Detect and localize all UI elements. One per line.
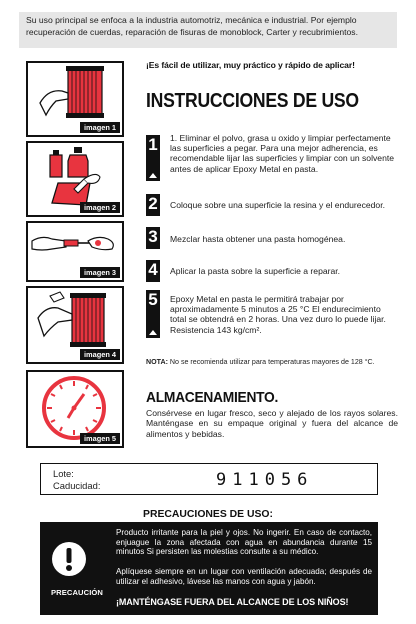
- image-panel-1: [26, 61, 124, 137]
- warning-icon: [52, 542, 86, 576]
- lot-number: 911056: [216, 470, 314, 490]
- image-panel-4: [26, 286, 124, 364]
- storage-title: ALMACENAMIENTO.: [146, 389, 279, 406]
- step-badge-1: 1: [146, 135, 160, 181]
- precautions-title: PRECAUCIONES DE USO:: [143, 509, 273, 520]
- precautions-text-1: Producto irritante para la piel y ojos. No ingerir. En caso de contacto, enjuague la zona afectada con agua en abundancia durante 15 minutos Si persisten las molestias consulte a su médico.: [116, 528, 372, 557]
- tagline: ¡Es fácil de utilizar, muy práctico y rápido de aplicar!: [146, 60, 355, 70]
- step-text-4: Aplicar la pasta sobre la superficie a reparar.: [170, 266, 341, 276]
- keep-away-children: ¡MANTÉNGASE FUERA DEL ALCANCE DE LOS NIÑOS!: [116, 597, 349, 607]
- step-badge-4: 4: [146, 260, 160, 282]
- precautions-box: [40, 522, 378, 615]
- step-badge-3: 3: [146, 227, 160, 249]
- image-panel-2: [26, 141, 124, 217]
- storage-text: Consérvese en lugar fresco, seco y alejado de los rayos solares. Manténgase en su empaque original y fuera del alcance de alimentos y bebidas.: [146, 408, 398, 439]
- lot-box: [40, 463, 378, 495]
- expiry-label: Caducidad:: [53, 480, 101, 491]
- step-badge-5: 5: [146, 290, 160, 338]
- image-label-1: imagen 1: [80, 122, 120, 133]
- temperature-note: NOTA: No se recomienda utilizar para temperaturas mayores de 128 °C.: [146, 358, 375, 366]
- image-label-5: imagen 5: [80, 433, 120, 444]
- precautions-text-2: Aplíquese siempre en un lugar con ventilación adecuada; después de utilizar el adhesivo, lávese las manos con agua y jabón.: [116, 567, 372, 586]
- step-text-5: Epoxy Metal en pasta le permitirá trabajar por aproximadamente 5 minutos a 25 °C El endurecimiento total se obtendrá en 2 horas. Una vez duro lo puede lijar. Resistencia 143 kg/cm².: [170, 294, 386, 335]
- step-text-1: 1. Eliminar el polvo, grasa u oxido y limpiar perfectamente las superficies a pegar. Para una mejor adherencia, es recomendable lijar las superficies y limpiar con un solvente antes de aplicar Epoxy Metal en pasta.: [170, 133, 395, 174]
- instructions-title: INSTRUCCIONES DE USO: [146, 90, 359, 112]
- step-text-3: Mezclar hasta obtener una pasta homogénea.: [170, 234, 346, 244]
- step-badge-2: 2: [146, 194, 160, 216]
- image-panel-3: [26, 221, 124, 282]
- image-panel-5: [26, 370, 124, 448]
- step-text-2: Coloque sobre una superficie la resina y el endurecedor.: [170, 200, 385, 210]
- image-label-2: imagen 2: [80, 202, 120, 213]
- lot-label: Lote:: [53, 468, 74, 479]
- warning-label: PRECAUCIÓN: [50, 588, 104, 597]
- image-label-4: imagen 4: [80, 349, 120, 360]
- image-label-3: imagen 3: [80, 267, 120, 278]
- intro-text: Su uso principal se enfoca a la industria automotriz, mecánica e industrial. Por ejemplo recuperación de cuerdas, reparación de fisuras de monoblock, Carter y recubrimientos.: [19, 12, 397, 48]
